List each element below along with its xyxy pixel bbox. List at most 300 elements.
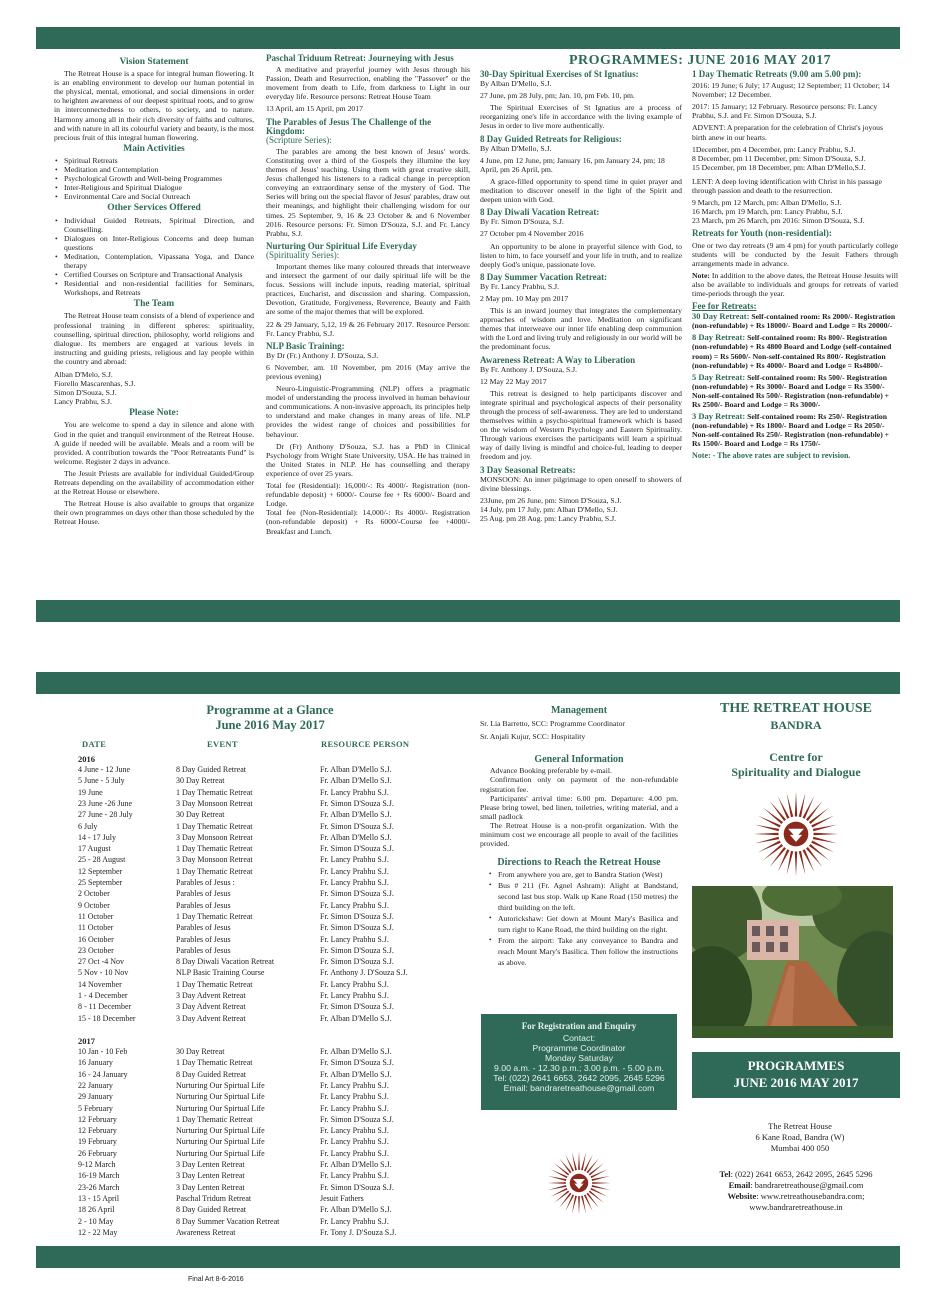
table-row: [78, 888, 478, 899]
row-event: 3 Day Lenten Retreat: [176, 1182, 245, 1192]
awareness-text: This retreat is designed to help participants discover and integrate spiritual and psychological aspects of their personality through the process of self-awareness. They are led to understand themselves within a psycho-spiritual framework which is based on the wisdom of Western Psychology and Eastern Spirituality. Through various exercises the participants will learn a spiritual way of daily living is mindful and choice-ful, leading to deeper freedom and joy.: [480, 388, 682, 462]
row-event: Parables of Jesus: [176, 945, 231, 955]
row-date: 17 August: [78, 844, 111, 854]
row-event: Nurturing Our Spirtual Life: [176, 1148, 265, 1158]
row-resource-person: Fr. Simon D'Souza S.J.: [320, 798, 394, 808]
programmes-box: [692, 1052, 900, 1098]
row-date: 12 - 22 May: [78, 1227, 118, 1237]
row-date: 23 June -26 June: [78, 798, 132, 808]
row-date: 5 June - 5 July: [78, 776, 125, 786]
row-resource-person: Fr. Alban D'Mello S.J.: [320, 1069, 392, 1079]
table-row: [78, 979, 478, 990]
sun-ray: [758, 816, 781, 828]
s8-text: A grace-filled opportunity to spend time in quiet prayer and meditation to discover oneself in the light of the Spirit and deepen union with God.: [480, 176, 682, 205]
glance-title-line2: June 2016 May 2017: [215, 718, 325, 732]
sun-ray: [592, 1176, 610, 1181]
table-row: [78, 1182, 478, 1193]
glance-title-line1: Programme at a Glance: [206, 703, 334, 717]
diwali-date: 27 October pm 4 November 2016: [480, 229, 584, 239]
registration-email[interactable]: Email: bandraretreathouse@gmail.com: [503, 1083, 655, 1093]
row-resource-person: Fr. Alban D'Mello S.J.: [320, 1013, 392, 1023]
list-item: • Environmental Care and Social Outreach: [64, 192, 254, 201]
row-event: Nurturing Our Spirtual Life: [176, 1080, 265, 1090]
nlp-fee-residential: Total fee (Residential): 16,000/-: Rs 4000/- Registration (non-refundable deposit) + 6000/- Course fee + Rs 6000/- Board and Lodge.: [266, 481, 470, 509]
row-resource-person: Fr. Lancy Prabhu S.J.: [320, 1103, 389, 1113]
table-row: [78, 1001, 478, 1012]
header-resource-person: RESOURCE PERSON: [321, 739, 410, 749]
row-date: 5 February: [78, 1103, 113, 1113]
table-row: [78, 809, 478, 820]
row-event: Parables of Jesus: [176, 923, 231, 933]
row-date: 12 February: [78, 1114, 117, 1124]
row-resource-person: Fr. Simon D'Souza S.J.: [320, 1114, 394, 1124]
sun-ray: [565, 1194, 574, 1211]
list-item: • Certified Courses on Scripture and Transactional Analysis: [64, 270, 254, 279]
table-row: [78, 956, 478, 967]
please-note-para: The Jesuit Priests are available for individual Guided/Group Retreats depending on the availability of accommodation either at the Retreat House or elsewhere.: [54, 468, 254, 497]
list-item: • Psychological Growth and Well-being Programmes: [64, 174, 254, 183]
table-row: [78, 1159, 478, 1170]
note-label: Note:: [692, 270, 710, 280]
table-row: [78, 1114, 478, 1125]
sun-ray: [586, 1158, 598, 1173]
row-resource-person: Fr. Alban D'Mello S.J.: [320, 1205, 392, 1215]
sun-ray: [806, 801, 822, 821]
s30-date: 27 June, pm 28 July, pm; Jan. 10, pm Feb. 10, pm.: [480, 91, 635, 101]
row-event: 1 Day Thematic Retreat: [176, 787, 253, 797]
row-event: 3 Day Lenten Retreat: [176, 1171, 245, 1181]
row-date: 27 June - 28 July: [78, 810, 133, 820]
row-event: 30 Day Retreat: [176, 1047, 225, 1056]
contact-email[interactable]: [692, 1180, 900, 1191]
row-event: 1 Day Thematic Retreat: [176, 821, 253, 831]
row-date: 6 July: [78, 821, 98, 831]
team-member: Lancy Prabhu, S.J.: [54, 397, 112, 407]
sun-ray: [778, 796, 790, 819]
row-date: 16 October: [78, 934, 114, 944]
fee-item: [692, 412, 898, 448]
fee-note: Note: - The above rates are subject to revision.: [692, 451, 851, 461]
sun-ray: [813, 825, 837, 832]
row-date: 25 - 28 August: [78, 855, 126, 865]
row-date: 16 January: [78, 1058, 113, 1068]
nurture-text: Important themes like many coloured threads that interweave and intersect the garment of our daily spiritual life will be the focus. Sessions will include inputs, reading material, spiritual practices, Eucharist, and discussion and sharing. Compassion, Devotion, Gratitude, Forgiveness, Reverence, Beauty and Faith are some of the major themes that will be explored.: [266, 261, 470, 317]
row-date: 12 February: [78, 1126, 117, 1136]
table-row: [78, 775, 478, 786]
sun-ray: [559, 1158, 571, 1173]
row-event: 3 Day Lenten Retreat: [176, 1160, 245, 1169]
row-event: 8 Day Guided Retreat: [176, 1205, 246, 1215]
row-date: 11 October: [78, 923, 114, 933]
row-date: 9 October: [78, 900, 110, 910]
sun-ray: [755, 825, 779, 832]
table-row: [78, 798, 478, 809]
advent-date: 15 December, pm 18 December, pm: Alban D'Mello,S.J.: [692, 162, 866, 172]
seasonal-text: MONSOON: An inner pilgrimage to open oneself to showers of divine blessings.: [480, 474, 682, 493]
diwali-by: By Fr. Simon D'Souza, S.J.: [480, 217, 564, 227]
sun-ray: [763, 844, 783, 860]
tagline-line1: Centre for: [769, 750, 823, 764]
sun-ray: [572, 1152, 577, 1170]
table-row: [78, 1204, 478, 1215]
management-title: Management: [550, 705, 608, 716]
sun-ray: [811, 841, 834, 853]
row-resource-person: Fr. Alban D'Mello S.J.: [320, 832, 392, 842]
row-event: 30 Day Retreat: [176, 776, 225, 786]
row-resource-person: Fr. Lancy Prabhu S.J.: [320, 934, 389, 944]
row-resource-person: Fr. Lancy Prabhu S.J.: [320, 1171, 389, 1181]
list-item: • From anywhere you are, get to Bandra Station (West): [498, 869, 678, 880]
cover-subtitle: BANDRA: [770, 718, 822, 732]
table-row: [78, 1170, 478, 1181]
table-row: [78, 1227, 478, 1238]
sun-ray: [755, 837, 779, 844]
column-thematic: [692, 70, 898, 461]
email-value[interactable]: : bandraretreathouse@gmail.com: [750, 1180, 864, 1190]
email-label: Email: [728, 1180, 751, 1190]
row-resource-person: Fr. Lancy Prabhu S.J.: [320, 991, 389, 1000]
team-member: Fiorello Mascarenhas, S.J.: [54, 379, 136, 389]
programmes-box-line2: JUNE 2016 MAY 2017: [733, 1075, 859, 1090]
nurture-title: Nurturing Our Spiritual Life Everyday: [266, 240, 417, 251]
row-event: 1 Day Thematic Retreat: [176, 866, 253, 876]
row-date: 8 - 11 December: [78, 1002, 132, 1012]
row-resource-person: Fr. Lancy Prabhu S.J.: [320, 1126, 389, 1136]
sun-ray: [550, 1188, 567, 1197]
row-event: 30 Day Retreat: [176, 810, 225, 820]
summer-text: This is an inward journey that integrates the complementary approaches of wisdom and love. Meditation on significant themes that interweave our inner life enabling deep communion with the Lord and living truly and religiously in our world will be the predominant focus.: [480, 306, 682, 352]
bottom-header-band: [36, 672, 900, 694]
sun-ray: [778, 849, 790, 872]
column-info: [480, 703, 678, 971]
nlp-title: NLP Basic Training:: [266, 340, 345, 351]
seasonal-title: 3 Day Seasonal Retreats:: [480, 464, 576, 475]
header-date: DATE: [82, 739, 107, 749]
s30-title: 30-Day Spiritual Exercises of St Ignatius:: [480, 69, 639, 79]
please-note-title: Please Note:: [129, 408, 179, 419]
general-info-title: General Information: [534, 754, 624, 766]
sun-ray: [763, 808, 783, 824]
glance-title: [150, 703, 390, 733]
directions-title: Directions to Reach the Retreat House: [497, 857, 661, 869]
fee-text: Self-contained room: Rs 250/- Registration (non-refundable) + Rs 1800/- Board and Lodge = Rs 2050/- Non-self-contained Rs 250/- Registration (non-refundable) + Rs 1500/- Board and Lodge = Rs 1750/-: [692, 412, 890, 449]
sun-ray: [758, 841, 781, 853]
header-event: EVENT: [207, 739, 238, 749]
awareness-by: By Fr. Anthony J. D'Souza, S.J.: [480, 364, 578, 374]
website-value-2[interactable]: www.bandraretreathouse.in: [749, 1202, 843, 1212]
row-date: 2 - 10 May: [78, 1216, 114, 1226]
row-resource-person: Fr. Tony J. D'Souza S.J.: [320, 1227, 397, 1237]
row-date: 25 September: [78, 878, 123, 887]
advent-date: 8 December, pm 11 December, pm: Simon D'Souza, S.J.: [692, 153, 866, 163]
cover-title: THE RETREAT HOUSE: [720, 701, 872, 716]
fee-text: Self-contained room: Rs 800/- Registration (non-refundable) + Rs 4800 Board and Lodge (self-contained room) = Rs 5600/- Non-self-contained Rs 800/- Registration (non-refundable) + Rs 4000/- Board and Lodge = Rs4800/-: [692, 333, 892, 370]
list-item: • Dialogues on Inter-Religious Concerns and deep human questions: [64, 234, 254, 252]
table-row: [78, 843, 478, 854]
youth-text: One or two day retreats (9 am 4 pm) for youth particularly college students will be conducted by the Jesuit Fathers through arrangements made in advance.: [692, 240, 898, 268]
sun-ray: [565, 1154, 574, 1171]
retreat-house-logo-icon: [752, 790, 840, 878]
row-event: Nurturing Our Spirtual Life: [176, 1137, 265, 1147]
sun-ray: [590, 1169, 607, 1178]
main-activities-list: [54, 156, 254, 201]
diwali-text: An opportunity to be alone in prayerful silence with God, to listen to him, to face yourself and your life in truth, and to realize deeply God's unique, passionate love.: [480, 241, 682, 269]
row-resource-person: Fr. Lancy Prabhu S.J.: [320, 1080, 389, 1090]
sun-ray: [581, 1152, 586, 1170]
list-item: • Residential and non-residential facilities for Seminars, Workshops, and Retreats: [64, 279, 254, 297]
registration-line: Programme Coordinator: [532, 1043, 626, 1053]
row-event: Nurturing Our Spirtual Life: [176, 1103, 265, 1113]
awareness-title: Awareness Retreat: A Way to Liberation: [480, 354, 636, 365]
row-date: 4 June - 12 June: [78, 765, 130, 774]
table-row: [78, 1013, 478, 1024]
lent-date: 9 March, pm 12 March, pm: Alban D'Mello, S.J.: [692, 198, 842, 208]
row-resource-person: Fr. Simon D'Souza S.J.: [320, 1002, 394, 1012]
fee-text: Self-contained room: Rs 500/- Registration (non-refundable) + Rs 3000/- Board and Lodge = Rs 3500/- Non-self-contained Rs 500/- Registration (non-refundable) + Rs 2500/- Board and Lodge = Rs 3000/-: [692, 372, 890, 409]
row-date: 22 January: [78, 1080, 113, 1090]
seasonal-date: 14 July, pm 17 July, pm: Alban D'Mello, S.J.: [480, 504, 618, 514]
column-vision: [54, 55, 254, 530]
paschal-text: A meditative and prayerful journey with Jesus through his Passion, Death and Resurrection, enabling the "Passover" or the movement from death to Life, from darkness to Light in our everyday life. Resource persons: Retreat House Team: [266, 65, 470, 102]
list-item: • From the airport: Take any conveyance to Bandra and reach Mount Mary's Basilica. Then follow the instructions as above.: [498, 935, 678, 968]
table-row: [78, 1103, 478, 1114]
row-event: Parables of Jesus: [176, 889, 231, 899]
row-resource-person: Fr. Simon D'Souza S.J.: [320, 923, 394, 933]
row-date: 27 Oct -4 Nov: [78, 957, 124, 967]
address-line: The Retreat House: [768, 1121, 832, 1131]
summer-by: By Fr. Lancy Prabhu, S.J.: [480, 281, 560, 291]
sun-ray: [592, 1182, 611, 1184]
lent-date: 23 March, pm 26 March, pm 2016: Simon D'Souza, S.J.: [692, 216, 865, 226]
management-line: Sr. Lia Barretto, SCC: Programme Coordinator: [480, 719, 625, 729]
note-text: In addition to the above dates, the Retreat House Jesuits will also be available to individuals and groups for retreats of varied time-periods through the year.: [692, 270, 899, 298]
table-row: [78, 1148, 478, 1159]
lent-text: LENT: A deep loving identification with Christ in his passage through passion and death to the resurrection.: [692, 176, 882, 196]
row-event: Parables of Jesus: [176, 934, 231, 944]
other-services-list: [54, 216, 254, 298]
row-date: 29 January: [78, 1092, 113, 1102]
youth-title: Retreats for Youth (non-residential):: [692, 228, 832, 239]
row-resource-person: Fr. Alban D'Mello S.J.: [320, 776, 392, 786]
table-row: [78, 990, 478, 1001]
sun-ray: [809, 808, 829, 824]
table-row: [78, 866, 478, 877]
advent-text: ADVENT: A preparation for the celebration of Christ's joyous birth anew in our hearts.: [692, 123, 884, 142]
fee-item: [692, 312, 898, 330]
row-resource-person: Fr. Lancy Prabhu S.J.: [320, 1092, 389, 1102]
paschal-date: 13 April, am 15 April, pm 2017: [266, 104, 363, 114]
registration-box: [481, 1014, 677, 1110]
sun-ray: [572, 1196, 577, 1214]
table-row: [78, 1193, 478, 1204]
row-resource-person: Fr. Lancy Prabhu S.J.: [320, 1148, 389, 1158]
row-date: 5 Nov - 10 Nov: [78, 968, 129, 978]
table-row: [78, 1136, 478, 1147]
fee-name: 8 Day Retreat:: [692, 332, 746, 343]
row-resource-person: Fr. Simon D'Souza S.J.: [320, 1058, 394, 1068]
row-date: 23-26 March: [78, 1182, 120, 1192]
row-resource-person: Fr. Alban D'Mello S.J.: [320, 1160, 392, 1169]
sun-ray: [787, 793, 794, 817]
advent-date: 1December, pm 4 December, pm: Lancy Prabhu, S.J.: [692, 144, 856, 154]
sun-ray: [589, 1190, 604, 1202]
row-event: 8 Day Guided Retreat: [176, 765, 246, 774]
row-resource-person: Fr. Simon D'Souza S.J.: [320, 945, 394, 955]
sun-ray: [547, 1182, 566, 1184]
row-event: 1 Day Thematic Retreat: [176, 911, 253, 921]
table-row: [78, 934, 478, 945]
row-event: 1 Day Thematic Retreat: [176, 1058, 253, 1068]
row-event: NLP Basic Training Course: [176, 968, 265, 978]
fee-title: Fee for Retreats:: [692, 301, 757, 312]
row-event: 8 Day Diwali Vacation Retreat: [176, 957, 275, 967]
sun-ray: [811, 816, 834, 828]
table-row: [78, 922, 478, 933]
nlp-by: By Dr (Fr.) Anthony J. D'Souza, S.J.: [266, 350, 379, 360]
parables-text: The parables are among the best known of Jesus' words. Constituting over a third of the Gospels they illumine the key themes of Jesus' teaching. Using them with great creative skill, Jesus challenged his listeners to a radical change in perception conveying an extraordinary sense of the mystery of God. The Series will bring out the special flavor of Jesus' parables, draw out their meanings, and highlight their challenging wisdom for our times. 25 September, 9, 16 & 23 October & and 6 November 2016. Resource persons: Fr. Simon D'Souza, S.J. and Fr. Lancy Prabhu, S.J.: [266, 146, 470, 238]
row-resource-person: Fr. Lancy Prabhu S.J.: [320, 787, 389, 797]
sun-ray: [586, 1193, 598, 1208]
team-member: Alban D'Melo, S.J.: [54, 370, 113, 379]
registration-title: For Registration and Enquiry: [521, 1021, 637, 1031]
row-resource-person: Fr. Simon D'Souza S.J.: [320, 911, 394, 921]
programmes-box-line1: PROGRAMMES: [747, 1058, 845, 1073]
row-resource-person: Fr. Simon D'Souza S.J.: [320, 957, 394, 967]
top-footer-band: [36, 600, 900, 622]
row-date: 26 February: [78, 1148, 117, 1158]
row-event: Nurturing Our Spirtual Life: [176, 1092, 265, 1102]
sun-ray: [581, 1196, 586, 1214]
sun-ray: [795, 792, 797, 817]
s8-by: By Alban D'Mello, S.J.: [480, 143, 552, 153]
contact-website[interactable]: [692, 1191, 900, 1202]
table-row: [78, 1057, 478, 1068]
row-event: 1 Day Thematic Retreat: [176, 1114, 253, 1124]
sun-ray: [554, 1163, 569, 1175]
summer-date: 2 May pm. 10 May pm 2017: [480, 293, 569, 303]
sun-ray: [806, 847, 822, 867]
registration-line: Contact:: [562, 1033, 596, 1043]
please-note-para: You are welcome to spend a day in silence and alone with God in the quiet and tranquil environment of the Retreat House. A guide if needed will be available. Meals and a room will be provided. A contribution towards the "Poor Retreatants Fund" is welcome. Register 2 days in advance.: [54, 420, 254, 466]
row-date: 19 June: [78, 787, 103, 797]
column-paschal: [266, 54, 470, 539]
sun-ray: [548, 1185, 566, 1190]
sun-ray: [559, 1193, 571, 1208]
fee-text: Self-contained room: Rs 2000/- Registration (non-refundable) + Rs 18000/- Board and Lodge = Rs 20000/-: [692, 312, 896, 331]
bottom-footer-band: [36, 1246, 900, 1268]
cover-address: [730, 1121, 870, 1154]
row-resource-person: Fr. Lancy Prabhu S.J.: [320, 878, 389, 887]
row-resource-person: Fr. Anthony J. D'Souza S.J.: [320, 968, 408, 978]
table-row: [78, 854, 478, 865]
diwali-title: 8 Day Diwali Vacation Retreat:: [480, 207, 600, 218]
row-date: 2 October: [78, 889, 110, 899]
row-resource-person: Fr. Simon D'Souza S.J.: [320, 889, 394, 899]
list-item: • Inter-Religious and Spiritual Dialogue: [64, 183, 254, 192]
row-resource-person: Fr. Lancy Prabhu S.J.: [320, 1216, 389, 1226]
list-item: • Meditation, Contemplation, Vipassana Yoga, and Dance therapy: [64, 252, 254, 270]
thematic-2017: 2017: 15 January; 12 February. Resource persons: Fr. Lancy Prabhu, S.J. and Fr. Simon D'Souza, S.J.: [692, 102, 878, 121]
address-line: 6 Kane Road, Bandra (W): [755, 1132, 845, 1142]
nurture-dates: 22 & 29 January, 5,12, 19 & 26 February 2017. Resource Person: Fr. Lancy Prabhu, S.J.: [266, 319, 470, 338]
list-item: • Meditation and Contemplation: [64, 165, 254, 174]
row-event: 3 Day Monsoon Retreat: [176, 832, 253, 842]
fee-item: [692, 373, 898, 409]
footer-note: Final Art 8-6-2016: [188, 1276, 244, 1283]
retreat-house-logo-icon-small: [546, 1150, 612, 1216]
table-row: [78, 945, 478, 956]
list-item: • Autorickshaw: Get down at Mount Mary's Basilica and turn right to Kane Road, the third building on the right.: [498, 913, 678, 935]
parables-title: The Parables of Jesus The Challenge of the Kingdom:: [266, 116, 432, 136]
fee-name: 5 Day Retreat:: [692, 371, 746, 382]
row-event: 8 Day Summer Vacation Retreat: [176, 1216, 280, 1226]
vision-text: The Retreat House is a space for integral human flowering. It is an enabling environment to develop our human potential in the physical, mental, emotional, and social dimensions in order to heighten awareness of our deepest spiritual roots, and to grow in interconnectedness to others, to society, and to nature. Harmony among all in their rich diversity of faiths and cultures, and with nature in all its colourful variety and beauty, is the most precious fruit of this integral human flowering.: [54, 69, 254, 142]
row-resource-person: Fr. Alban D'Mello S.J.: [320, 765, 392, 774]
sun-ray: [550, 1169, 567, 1178]
top-header-band: [36, 27, 900, 49]
row-event: Nurturing Our Spirtual Life: [176, 1126, 265, 1136]
row-date: 19 February: [78, 1137, 117, 1147]
row-event: 3 Day Advent Retreat: [176, 1013, 246, 1023]
table-row: [78, 1216, 478, 1227]
team-member: Simon D'Souza, S.J.: [54, 388, 117, 398]
year-2017: 2017: [78, 1036, 95, 1046]
tel-value: : (022) 2641 6653, 2642 2095, 2645 5296: [730, 1169, 873, 1179]
row-event: Parables of Jesus: [176, 900, 231, 910]
s30-text: The Spiritual Exercises of St Ignatius are a process of reorganizing one's life in accordance with the living example of Jesus in order to live more authentically.: [480, 103, 682, 131]
sun-ray: [799, 793, 806, 817]
row-event: Parables of Jesus :: [176, 878, 235, 887]
sun-ray: [795, 852, 797, 877]
row-date: 12 September: [78, 866, 123, 876]
programmes-heading: PROGRAMMES: JUNE 2016 MAY 2017: [569, 53, 832, 68]
column-exercises: [480, 70, 682, 523]
row-date: 18 26 April: [78, 1205, 115, 1215]
row-event: 3 Day Advent Retreat: [176, 1002, 246, 1012]
row-date: 14 - 17 July: [78, 832, 116, 842]
row-date: 9-12 March: [78, 1160, 116, 1169]
row-resource-person: Fr. Lancy Prabhu S.J.: [320, 1137, 389, 1147]
paschal-title: Paschal Triduum Retreat: Journeying with Jesus: [266, 53, 454, 63]
row-event: 3 Day Advent Retreat: [176, 991, 246, 1000]
sun-ray: [770, 801, 786, 821]
row-resource-person: Fr. Lancy Prabhu S.J.: [320, 900, 389, 910]
registration-line: 9.00 a.m. - 12.30 p.m.; 3.00 p.m. - 5.00 p.m.: [494, 1063, 664, 1073]
retreat-house-photo: [692, 886, 893, 1038]
row-date: 11 October: [78, 911, 114, 921]
table-row: [78, 1091, 478, 1102]
row-resource-person: Fr. Lancy Prabhu S.J.: [320, 979, 389, 989]
sun-ray: [770, 847, 786, 867]
table-row: [78, 832, 478, 843]
website-value[interactable]: : www.retreathousebandra.com;: [756, 1191, 865, 1201]
row-event: 8 Day Guided Retreat: [176, 1069, 246, 1079]
list-item: • Bus # 211 (Fr. Agnel Ashram): Alight at Bandstand, second last bus stop. Walk up Kane Road (150 metres) the third building on the left.: [498, 880, 678, 913]
sun-ray: [589, 1163, 604, 1175]
sun-ray: [814, 833, 839, 835]
sun-ray: [754, 833, 779, 835]
address-line: Mumbai 400 050: [770, 1143, 830, 1153]
row-event: Paschal Tridum Retreat: [176, 1193, 252, 1203]
tagline-line2: Spirituality and Dialogue: [731, 765, 861, 779]
general-info-para: Confirmation only on payment of the non-refundable registration fee.: [480, 775, 678, 794]
fee-name: 30 Day Retreat:: [692, 311, 750, 322]
awareness-date: 12 May 22 May 2017: [480, 376, 547, 386]
youth-note: [692, 271, 898, 298]
parables-subtitle: (Scripture Series):: [266, 134, 332, 145]
row-resource-person: Fr. Alban D'Mello S.J.: [320, 810, 392, 820]
lent-date: 16 March, pm 19 March, pm: Lancy Prabhu, S.J.: [692, 207, 843, 217]
